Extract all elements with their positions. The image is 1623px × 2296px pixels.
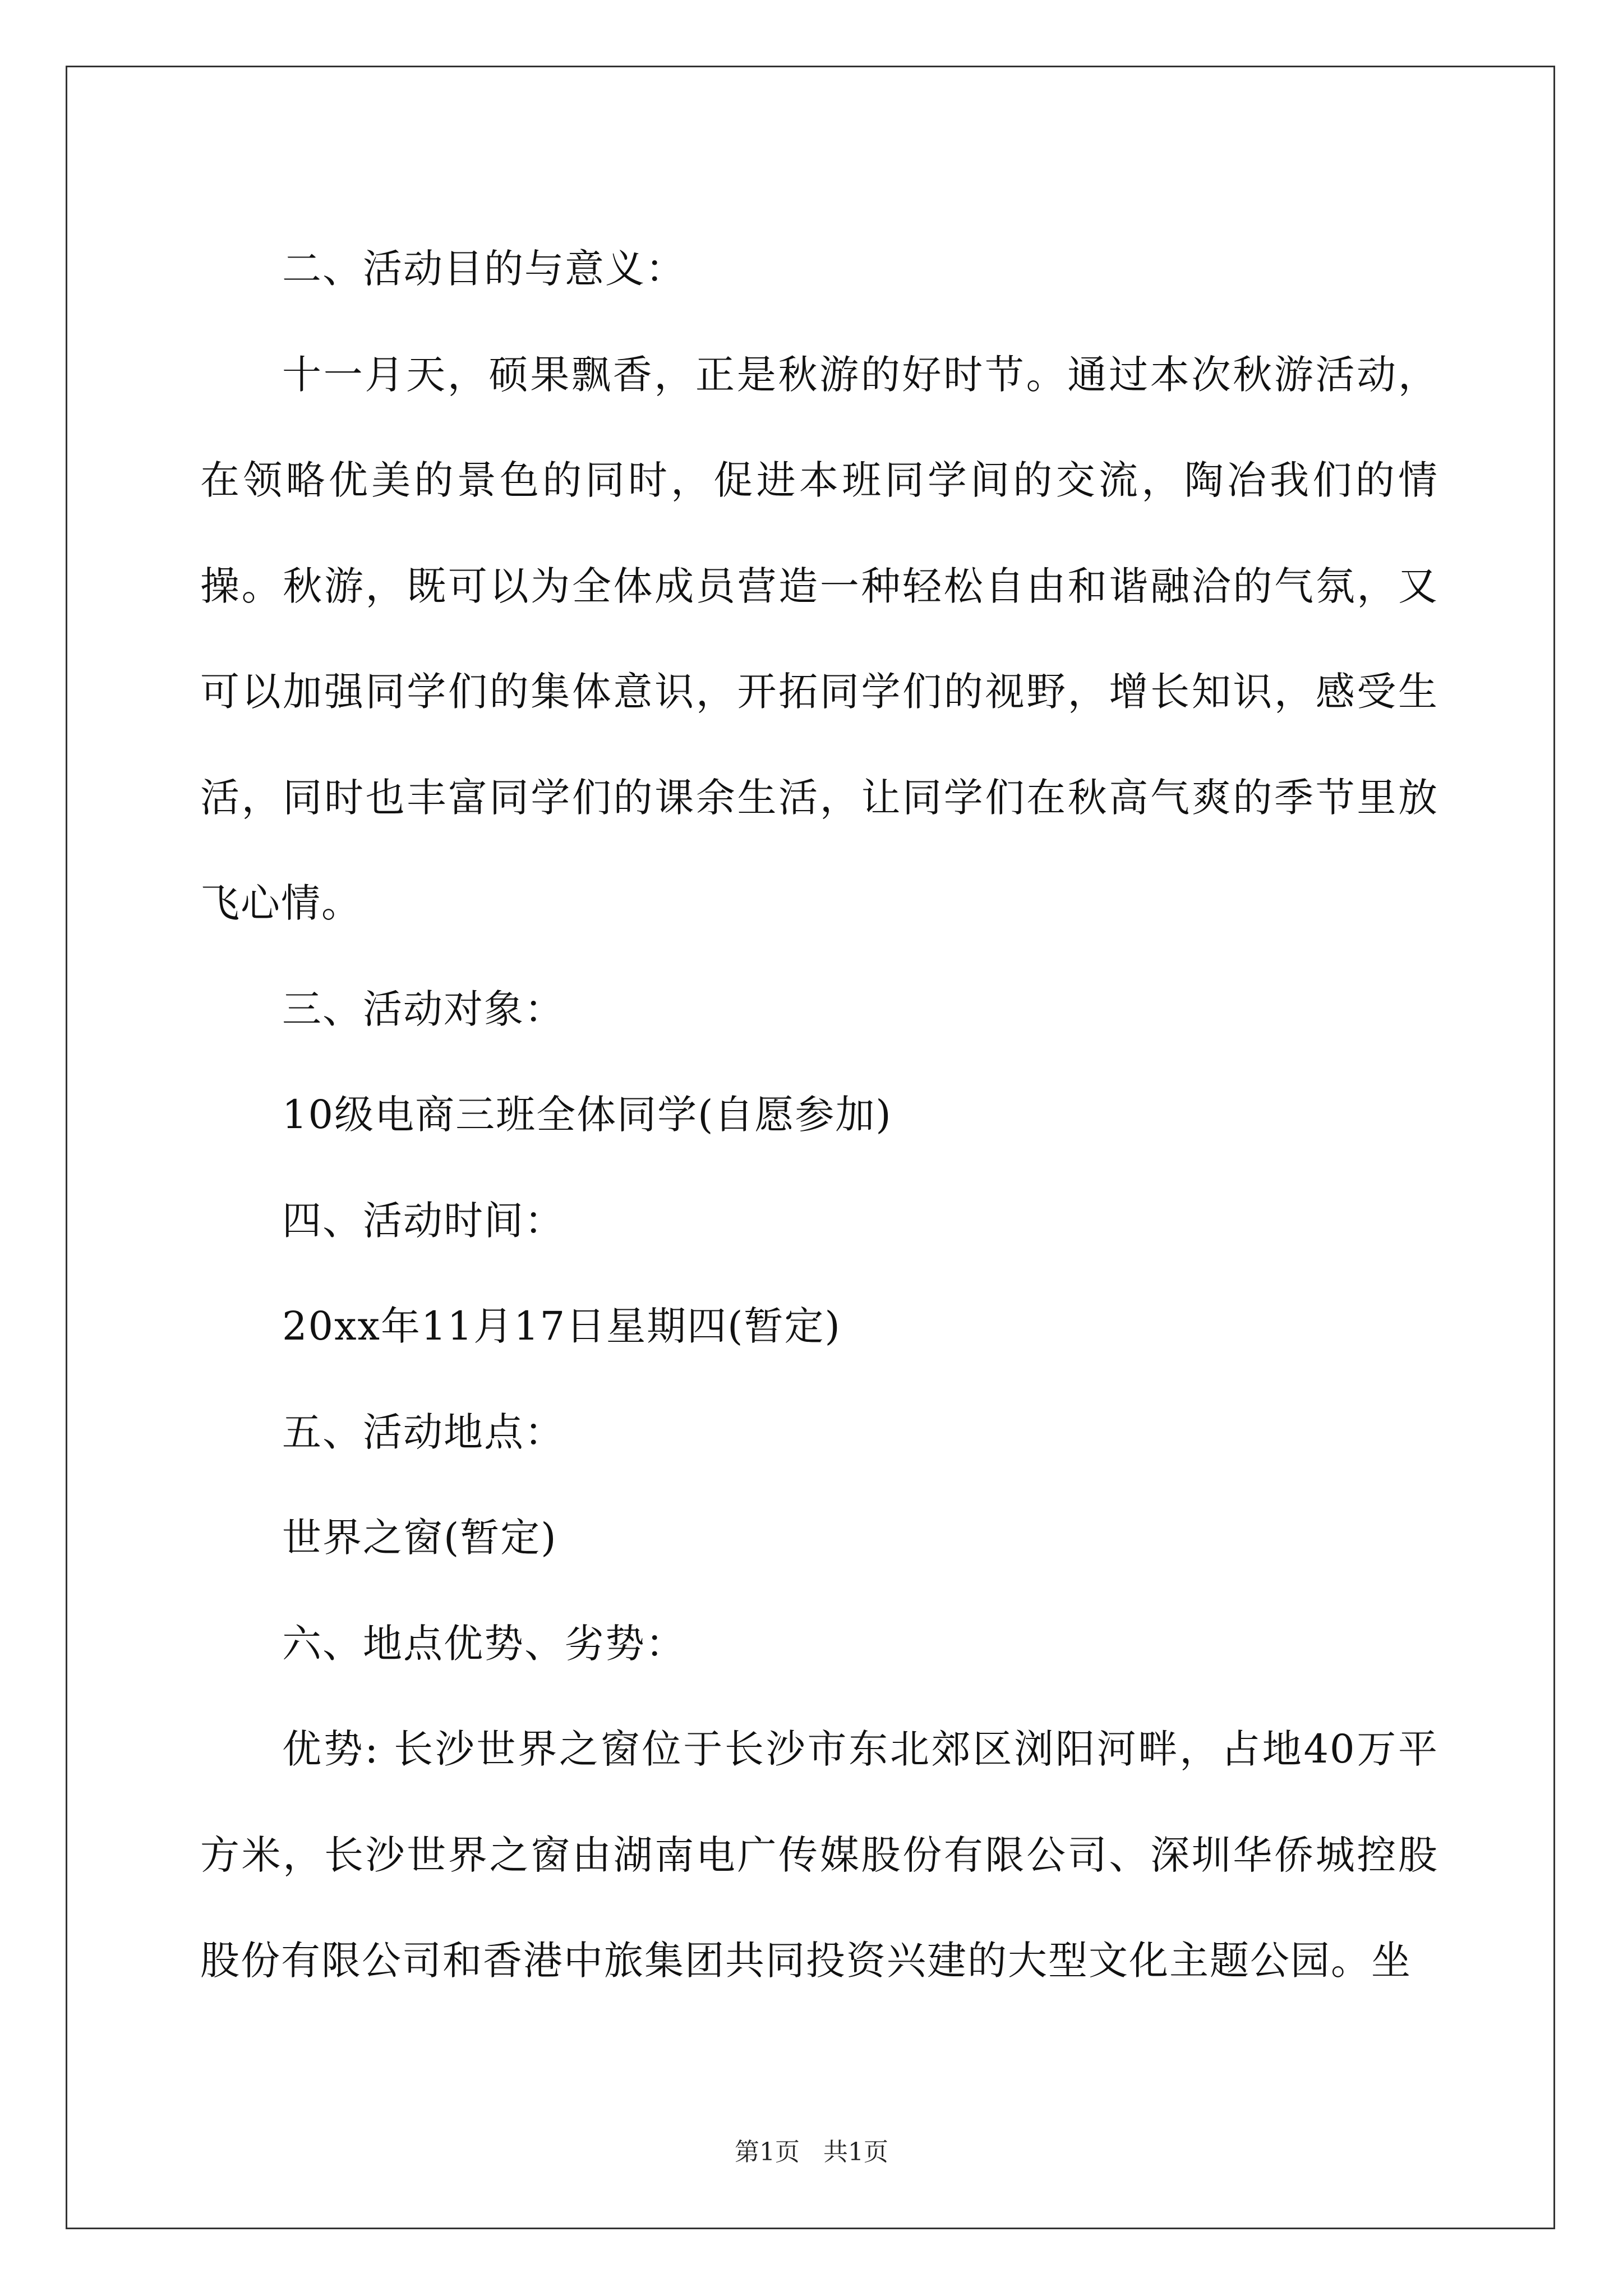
document-body [200, 216, 1438, 2014]
paragraph-purpose-body: 十一月天，硕果飘香，正是秋游的好时节。通过本次秋游活动，在领略优美的景色的同时，促进本班同学间的交流，陶冶我们的情操。秋游，既可以为全体成员营造一种轻松自由和谐融洽的气氛，又可以加强同学们的集体意识，开拓同学们的视野，增长知识，感受生活，同时也丰富同学们的课余生活，让同学们在秋高气爽的季节里放飞心情。 [200, 351, 1438, 926]
heading-pros-cons: 六、地点优势、劣势： [282, 1620, 686, 1667]
heading-participants: 三、活动对象： [282, 986, 565, 1032]
paragraph-participants: 10级电商三班全体同学(自愿参加) [282, 1092, 892, 1138]
page-number: 第1页 [735, 2138, 800, 2166]
heading-location: 五、活动地点： [282, 1409, 565, 1455]
page-footer [0, 2132, 1623, 2168]
paragraph-location: 世界之窗(暂定) [282, 1515, 557, 1561]
paragraph-advantages: 优势: 长沙世界之窗位于长沙市东北郊区浏阳河畔，占地40万平方米，长沙世界之窗由湖南电广传媒股份有限公司、深圳华侨城控股股份有限公司和香港中旅集团共同投资兴建的大型文化主题公园。坐 [200, 1726, 1438, 1984]
paragraph-time: 20xx年11月17日星期四(暂定) [282, 1303, 841, 1349]
page-total: 共1页 [823, 2138, 888, 2166]
heading-purpose: 二、活动目的与意义： [282, 246, 686, 292]
heading-time: 四、活动时间： [282, 1197, 565, 1244]
